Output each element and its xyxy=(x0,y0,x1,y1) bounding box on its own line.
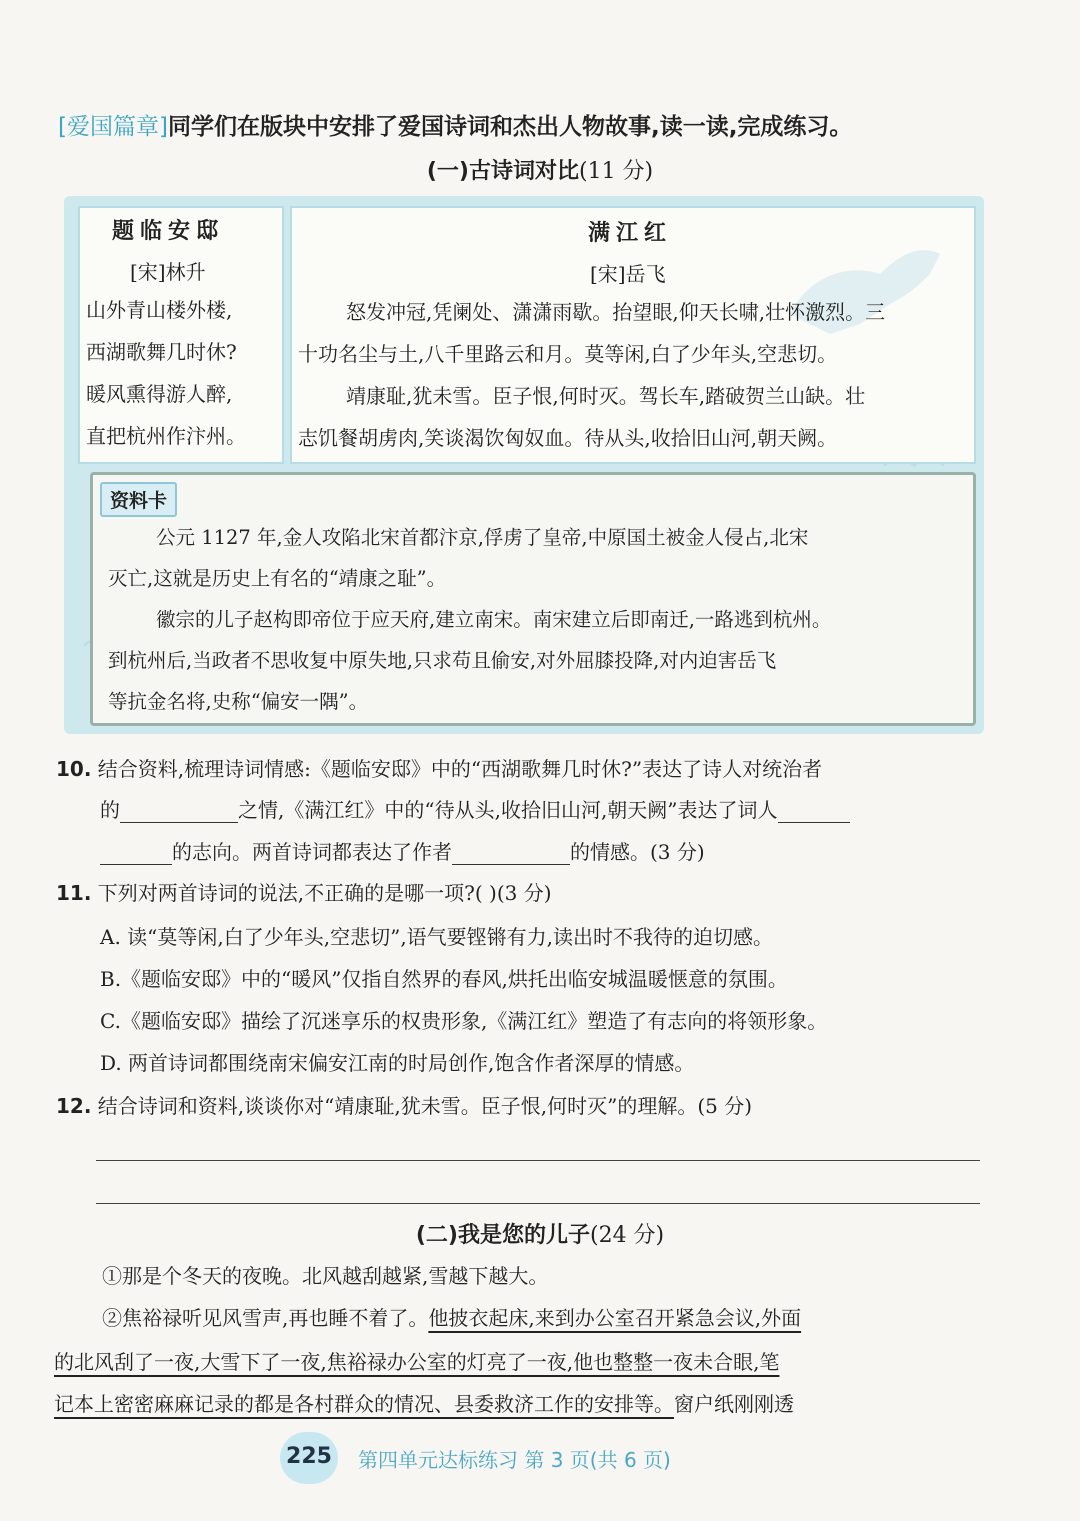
question-12 xyxy=(56,1090,752,1119)
question-10-line3 xyxy=(100,836,705,865)
option-d[interactable]: D. 两首诗词都围绕南宋偏安江南的时局创作,饱含作者深厚的情感。 xyxy=(100,1051,695,1075)
fill-blank-2a[interactable] xyxy=(778,800,850,823)
question-10-line1: 结合资料,梳理诗词情感:《题临安邸》中的“西湖歌舞几时休?”表达了诗人对统治者 xyxy=(97,757,823,781)
fill-blank-3[interactable] xyxy=(452,842,570,865)
question-number: 11. xyxy=(56,881,92,905)
page-number: 225 xyxy=(280,1432,338,1484)
poem2-line: 怒发冲冠,凭阑处、潇潇雨歇。抬望眼,仰天长啸,壮怀激烈。三 xyxy=(346,300,886,324)
underlined-text: 他披衣起床,来到办公室召开紧急会议,外面 xyxy=(428,1306,802,1330)
question-number: 10. xyxy=(56,757,92,781)
question-number: 12. xyxy=(56,1094,92,1118)
poem1-author: [宋]林升 xyxy=(130,260,206,284)
fill-blank-2b[interactable] xyxy=(100,842,172,865)
poem2-author: [宋]岳飞 xyxy=(590,262,666,286)
section1-title xyxy=(0,154,1080,185)
answer-line[interactable] xyxy=(96,1203,980,1204)
poem1-title: 题临安邸 xyxy=(112,219,225,244)
underlined-text: 记本上密密麻麻记录的都是各村群众的情况、县委救济工作的安排等。 xyxy=(54,1392,674,1416)
q10-text: 的 xyxy=(100,798,120,822)
poem2-line: 十功名尘与土,八千里路云和月。莫等闲,白了少年头,空悲切。 xyxy=(298,342,838,366)
story-paragraph-1: ①那是个冬天的夜晚。北风越刮越紧,雪越下越大。 xyxy=(102,1264,549,1288)
section-tag: [爱国篇章] xyxy=(58,114,168,140)
intro-text: 同学们在版块中安排了爱国诗词和杰出人物故事,读一读,完成练习。 xyxy=(167,114,853,140)
poem2-line: 志饥餐胡虏肉,笑谈渴饮匈奴血。待从头,收拾旧山河,朝天阙。 xyxy=(298,426,838,450)
info-card-line: 到杭州后,当政者不思收复中原失地,只求苟且偷安,对外屈膝投降,对内迫害岳飞 xyxy=(108,649,777,672)
section1-score: (11 分) xyxy=(578,159,654,184)
fill-blank-1[interactable] xyxy=(120,800,238,823)
question-12-stem: 结合诗词和资料,谈谈你对“靖康耻,犹未雪。臣子恨,何时灭”的理解。(5 分) xyxy=(97,1094,753,1118)
poem2-line: 靖康耻,犹未雪。臣子恨,何时灭。驾长车,踏破贺兰山缺。壮 xyxy=(346,384,866,408)
story-text: ②焦裕禄听见风雪声,再也睡不着了。 xyxy=(102,1306,429,1330)
option-b[interactable]: B.《题临安邸》中的“暖风”仅指自然界的春风,烘托出临安城温暖惬意的氛围。 xyxy=(100,967,788,991)
poem1-line: 山外青山楼外楼, xyxy=(86,298,233,322)
horse-watermark-icon xyxy=(770,214,960,354)
section1-title-text: (一)古诗词对比 xyxy=(426,159,579,184)
option-c[interactable]: C.《题临安邸》描绘了沉迷享乐的权贵形象,《满江红》塑造了有志向的将领形象。 xyxy=(100,1009,828,1033)
info-card-label: 资料卡 xyxy=(100,482,177,517)
question-11-stem: 下列对两首诗词的说法,不正确的是哪一项?( )(3 分) xyxy=(97,881,552,905)
q10-text: 之情,《满江红》中的“待从头,收拾旧山河,朝天阙”表达了词人 xyxy=(238,798,778,822)
option-a[interactable]: A. 读“莫等闲,白了少年头,空悲切”,语气要铿锵有力,读出时不我待的迫切感。 xyxy=(100,925,774,949)
question-10 xyxy=(56,753,822,782)
answer-line[interactable] xyxy=(96,1160,980,1161)
underlined-text: 的北风刮了一夜,大雪下了一夜,焦裕禄办公室的灯亮了一夜,他也整整一夜未合眼,笔 xyxy=(54,1350,780,1374)
section2-title xyxy=(0,1218,1080,1249)
footer-text: 第四单元达标练习 第 3 页(共 6 页) xyxy=(358,1448,671,1472)
section2-score: (24 分) xyxy=(589,1223,665,1248)
q10-text: 的情感。(3 分) xyxy=(570,840,705,864)
poem2-title: 满江红 xyxy=(588,221,673,246)
info-card-line: 公元 1127 年,金人攻陷北宋首都汴京,俘虏了皇帝,中原国土被金人侵占,北宋 xyxy=(156,526,809,549)
question-11 xyxy=(56,877,552,906)
poem1-line: 直把杭州作汴州。 xyxy=(86,424,246,448)
story-paragraph-2 xyxy=(102,1302,801,1331)
info-card-line: 等抗金名将,史称“偏安一隅”。 xyxy=(108,690,369,713)
intro-line xyxy=(58,108,852,141)
story-line xyxy=(54,1388,794,1417)
story-text: 窗户纸刚刚透 xyxy=(674,1392,794,1416)
info-card-line: 徽宗的儿子赵构即帝位于应天府,建立南宋。南宋建立后即南迁,一路逃到杭州。 xyxy=(156,608,832,631)
q10-text: 的志向。两首诗词都表达了作者 xyxy=(172,840,452,864)
poem1-line: 暖风熏得游人醉, xyxy=(86,382,233,406)
info-card-line: 灭亡,这就是历史上有名的“靖康之耻”。 xyxy=(108,567,447,590)
poem1-line: 西湖歌舞几时休? xyxy=(86,340,237,364)
question-10-line2 xyxy=(100,794,850,823)
section2-title-text: (二)我是您的儿子 xyxy=(415,1223,590,1248)
